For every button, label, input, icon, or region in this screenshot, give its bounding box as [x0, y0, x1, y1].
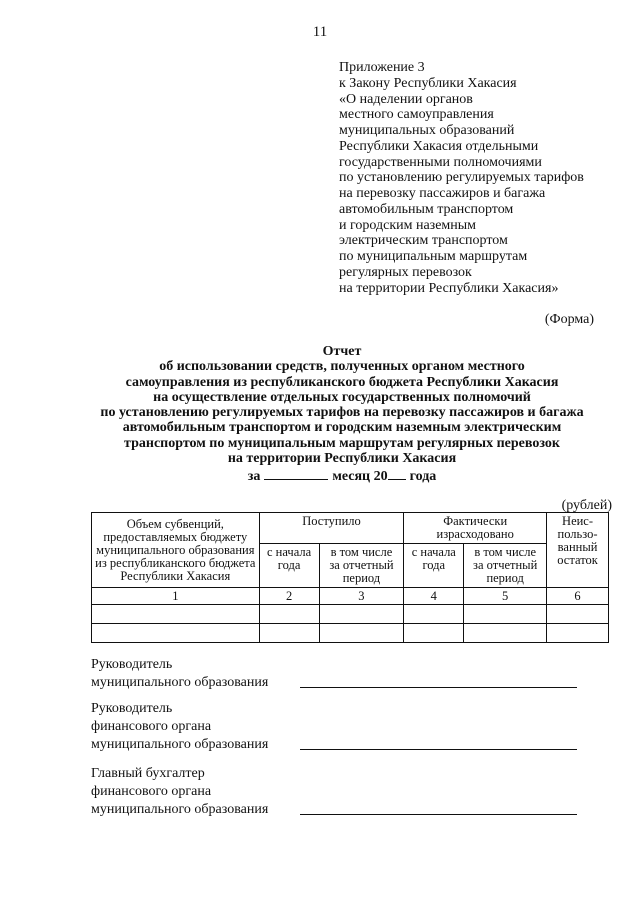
report-title-line: самоуправления из республиканского бюджета Республики Хакасия: [125, 374, 559, 390]
page-number: 11: [312, 24, 328, 40]
column-number: 6: [547, 588, 609, 605]
header-text: Фактически: [443, 514, 508, 528]
form-label: (Форма): [544, 312, 594, 327]
report-period: [0, 469, 640, 485]
header-subsidy-volume: [92, 513, 260, 588]
appendix-line: Республики Хакасия отдельными: [339, 138, 539, 154]
header-text: предоставляемых бюджету: [103, 529, 248, 544]
header-text: Объем субвенций,: [126, 516, 224, 531]
report-title-line: по установлению регулируемых тарифов на перевозку пассажиров и багажа: [100, 405, 584, 421]
header-text: за отчетный: [473, 558, 538, 572]
signature-block-finance-head: [91, 700, 268, 754]
signature-label-line: финансового органа: [91, 784, 212, 799]
signature-label-line: муниципального образования: [91, 802, 269, 817]
appendix-line: к Закону Республики Хакасия: [339, 75, 517, 91]
signature-label-line: финансового органа: [91, 719, 212, 734]
units-label: (рублей): [561, 498, 612, 513]
report-title-line: автомобильным транспортом и городским наземным электрическим: [122, 420, 562, 436]
column-number: 4: [404, 588, 464, 605]
header-text: Неис-: [562, 514, 594, 528]
period-suffix: года: [409, 469, 437, 484]
appendix-line: местного самоуправления: [339, 107, 494, 123]
table-cell[interactable]: [464, 624, 547, 643]
header-text: с начала: [411, 545, 456, 559]
header-text: ванный: [557, 540, 598, 554]
signature-line-chief-accountant[interactable]: [300, 814, 577, 815]
appendix-line: Приложение 3: [339, 60, 425, 75]
header-text: в том числе: [474, 545, 536, 559]
report-title-line: об использовании средств, полученных органом местного: [159, 359, 525, 375]
report-heading: Отчет: [322, 344, 362, 359]
table-cell[interactable]: [547, 624, 609, 643]
table-number-row: [92, 588, 609, 605]
table-cell[interactable]: [404, 605, 464, 624]
report-title-line: на осуществление отдельных государственных полномочий: [153, 389, 531, 405]
month-blank-field[interactable]: [264, 478, 328, 480]
header-unused-remainder: [547, 513, 609, 588]
report-table: [91, 512, 609, 643]
appendix-line: на территории Республики Хакасия»: [339, 280, 559, 296]
appendix-line: муниципальных образований: [339, 123, 515, 138]
appendix-line: государственными полномочиями: [339, 154, 542, 170]
appendix-header: [339, 60, 634, 296]
table-cell[interactable]: [319, 624, 404, 643]
header-text: период: [486, 571, 524, 585]
header-text: за отчетный: [329, 558, 394, 572]
header-text: из республиканского бюджета: [95, 555, 256, 570]
header-text: Республики Хакасия: [120, 568, 231, 583]
table-cell[interactable]: [92, 624, 260, 643]
signature-block-head: [91, 656, 268, 692]
signature-label-line: муниципального образования: [91, 737, 269, 752]
signature-block-chief-accountant: [91, 765, 268, 819]
appendix-line: на перевозку пассажиров и багажа: [339, 186, 546, 201]
header-text: в том числе: [330, 545, 393, 559]
signature-line-finance-head[interactable]: [300, 749, 577, 750]
header-text: года: [422, 558, 446, 572]
header-text: период: [342, 571, 381, 585]
period-prefix: за: [247, 469, 261, 484]
table-cell[interactable]: [464, 605, 547, 624]
signature-label-line: Руководитель: [91, 657, 173, 672]
table-cell[interactable]: [404, 624, 464, 643]
header-text: муниципального образования: [96, 542, 255, 557]
period-middle: месяц 20: [332, 469, 388, 484]
signature-label-line: муниципального образования: [91, 675, 269, 690]
column-number: 3: [319, 588, 404, 605]
signature-line-head[interactable]: [300, 687, 577, 688]
appendix-line: по муниципальным маршрутам: [339, 249, 528, 264]
appendix-line: автомобильным транспортом: [339, 201, 514, 217]
year-blank-field[interactable]: [388, 478, 406, 480]
header-text: года: [277, 558, 301, 572]
signature-label-line: Руководитель: [91, 701, 173, 716]
table-row: [92, 624, 609, 643]
header-text: израсходовано: [436, 527, 514, 541]
table-cell[interactable]: [259, 624, 319, 643]
table-header-row: [92, 513, 609, 544]
header-text: с начала: [267, 545, 312, 559]
header-text: остаток: [557, 553, 598, 567]
header-actually-spent: [404, 513, 547, 544]
table-cell[interactable]: [259, 605, 319, 624]
report-title-line: транспортом по муниципальным маршрутам регулярных перевозок: [124, 435, 560, 451]
table-cell[interactable]: [547, 605, 609, 624]
header-text: пользо-: [557, 527, 598, 541]
column-number: 1: [92, 588, 260, 605]
header-received-period: [319, 544, 404, 588]
appendix-line: по установлению регулируемых тарифов: [339, 170, 584, 186]
table-cell[interactable]: [92, 605, 260, 624]
report-title-line: на территории Республики Хакасия: [227, 451, 457, 467]
header-received-since-start: [259, 544, 319, 588]
appendix-line: электрическим транспортом: [339, 233, 508, 249]
header-spent-since-start: [404, 544, 464, 588]
table-cell[interactable]: [319, 605, 404, 624]
appendix-line: «О наделении органов: [339, 91, 473, 107]
header-received: Поступило: [259, 513, 404, 544]
appendix-line: и городским наземным: [339, 217, 477, 233]
column-number: 2: [259, 588, 319, 605]
appendix-line: регулярных перевозок: [339, 264, 472, 280]
header-spent-period: [464, 544, 547, 588]
report-title: [0, 344, 640, 466]
signature-label-line: Главный бухгалтер: [91, 766, 205, 781]
table-row: [92, 605, 609, 624]
column-number: 5: [464, 588, 547, 605]
